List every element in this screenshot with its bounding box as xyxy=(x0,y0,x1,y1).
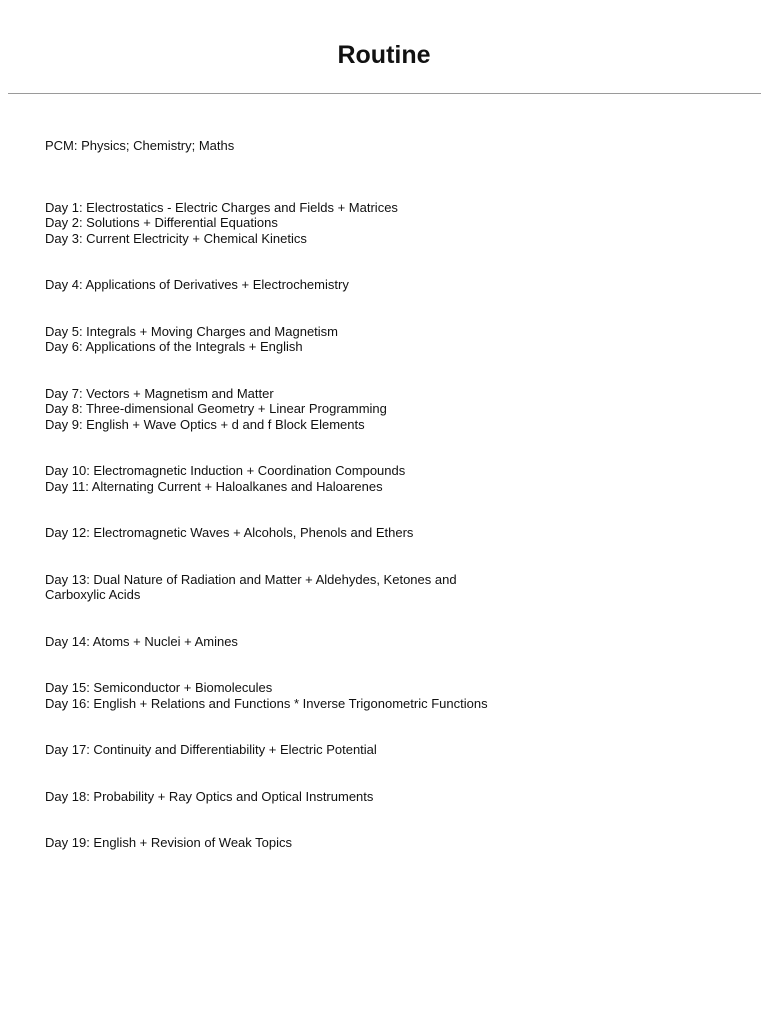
day-entry: Day 6: Applications of the Integrals + English xyxy=(45,339,303,354)
day-entry: Day 9: English + Wave Optics + d and f Block Elements xyxy=(45,416,365,432)
day-entry: Day 1: Electrostatics - Electric Charges and Fields + Matrices xyxy=(45,199,398,215)
day-entry: Day 17: Continuity and Differentiability + Electric Potential xyxy=(45,742,377,757)
day-entry: Day 11: Alternating Current + Haloalkanes and Haloarenes xyxy=(45,478,383,494)
day-entry: Day 7: Vectors + Magnetism and Matter xyxy=(45,385,274,401)
day-entry: Day 3: Current Electricity + Chemical Kinetics xyxy=(45,230,307,246)
day-group xyxy=(45,789,735,805)
day-group xyxy=(45,742,735,758)
day-entry: Day 14: Atoms + Nuclei + Amines xyxy=(45,633,238,649)
day-entry: Day 2: Solutions + Differential Equations xyxy=(45,215,278,230)
day-group xyxy=(45,324,735,355)
day-entry: Day 13: Dual Nature of Radiation and Matter + Aldehydes, Ketones and xyxy=(45,571,457,587)
routine-body xyxy=(45,138,735,882)
day-entry: Day 16: English + Relations and Functions * Inverse Trigonometric Functions xyxy=(45,695,488,711)
day-entry: Day 4: Applications of Derivatives + Electrochemistry xyxy=(45,277,349,292)
subject-legend: PCM: Physics; Chemistry; Maths xyxy=(45,138,235,153)
day-group xyxy=(45,525,735,541)
day-entry: Day 8: Three-dimensional Geometry + Linear Programming xyxy=(45,401,387,416)
day-group xyxy=(45,634,735,650)
day-group xyxy=(45,835,735,851)
title-divider xyxy=(8,93,761,94)
day-group xyxy=(45,386,735,433)
day-entry: Day 12: Electromagnetic Waves + Alcohols, Phenols and Ethers xyxy=(45,525,414,540)
day-entry: Day 15: Semiconductor + Biomolecules xyxy=(45,680,273,695)
day-group xyxy=(45,572,735,603)
day-group xyxy=(45,680,735,711)
day-entry: Carboxylic Acids xyxy=(45,587,141,602)
day-group xyxy=(45,277,735,293)
day-group xyxy=(45,463,735,494)
page-title: Routine xyxy=(337,41,431,69)
day-group xyxy=(45,200,735,247)
day-entry: Day 18: Probability + Ray Optics and Optical Instruments xyxy=(45,788,374,804)
day-schedule-list xyxy=(45,200,735,851)
day-entry: Day 5: Integrals + Moving Charges and Magnetism xyxy=(45,323,339,339)
day-entry: Day 19: English + Revision of Weak Topics xyxy=(45,835,293,850)
day-entry: Day 10: Electromagnetic Induction + Coordination Compounds xyxy=(45,463,406,478)
